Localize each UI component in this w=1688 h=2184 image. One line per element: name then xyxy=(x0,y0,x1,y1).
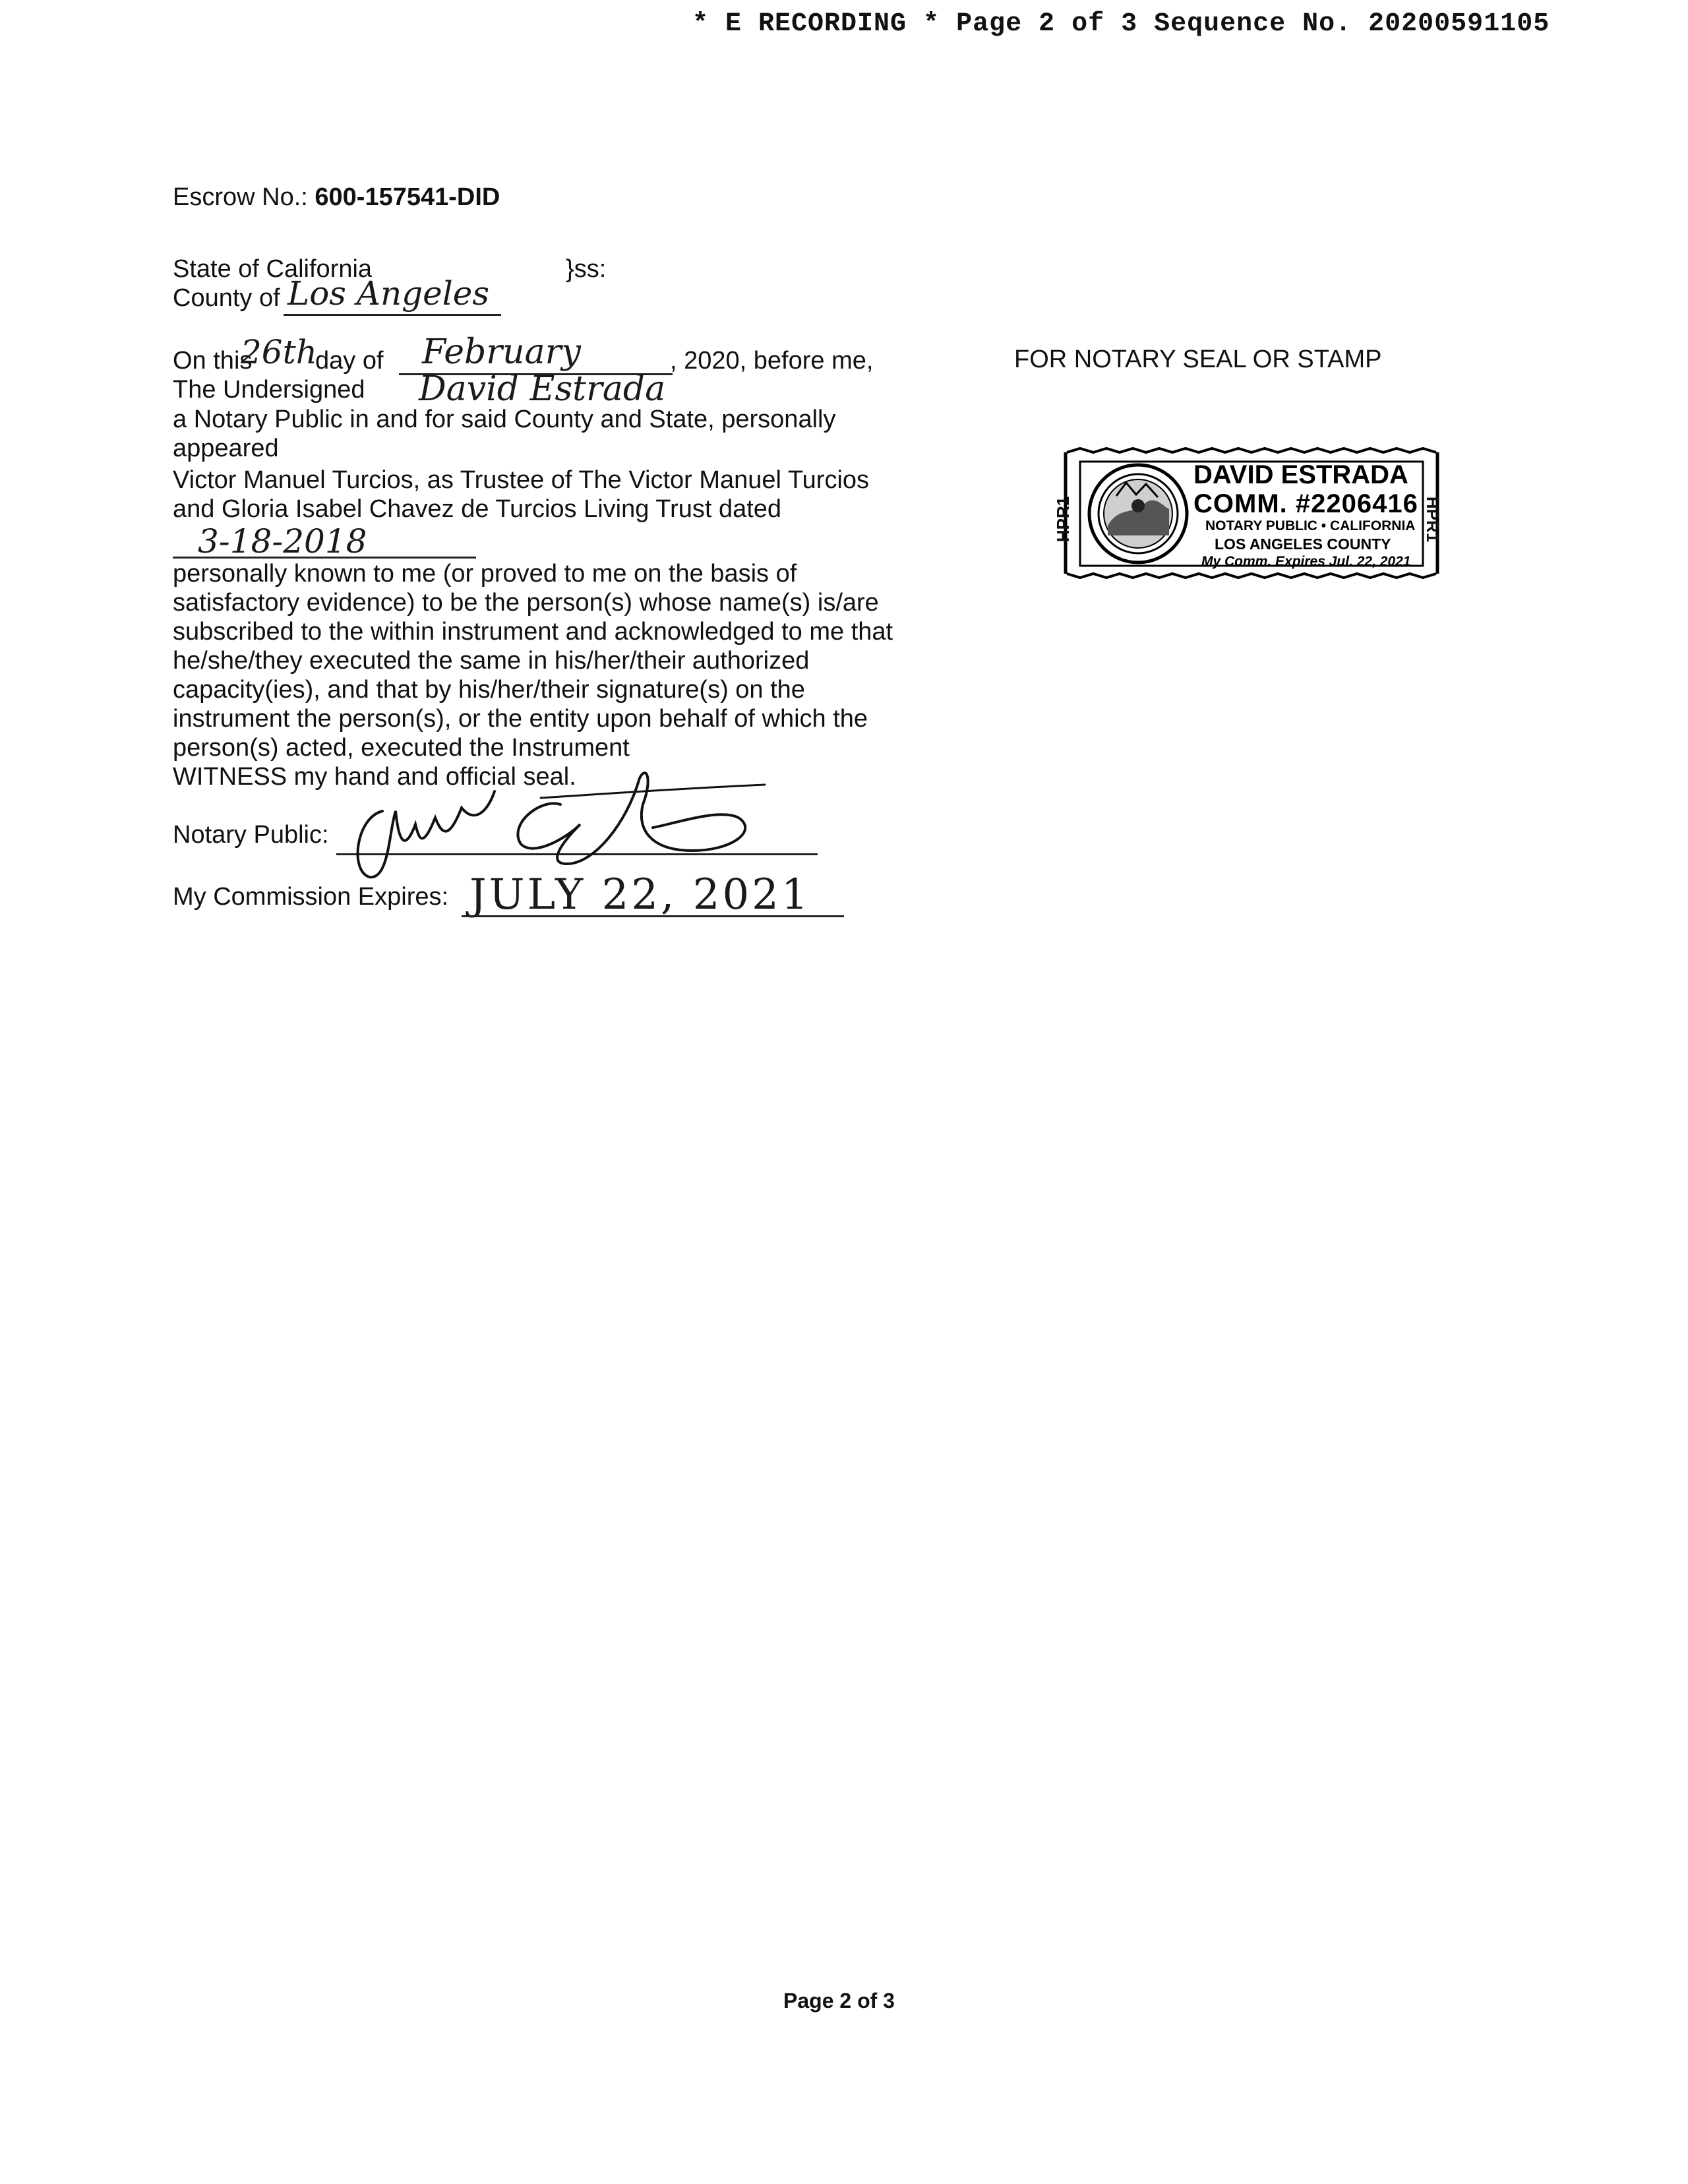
notary-name-handwritten: David Estrada xyxy=(419,369,666,409)
stamp-county: LOS ANGELES COUNTY xyxy=(1215,535,1391,553)
notary-stamp xyxy=(1054,443,1449,583)
state-line: State of California xyxy=(173,255,373,283)
stamp-side-mark-right: HPR1 xyxy=(1423,496,1443,543)
escrow-number-line xyxy=(173,183,500,212)
year-text: , 2020, before me, xyxy=(670,347,874,375)
undersigned-label: The Undersigned xyxy=(173,376,365,404)
acknowledgment-paragraph-line: capacity(ies), and that by his/her/their signature(s) on the xyxy=(173,676,805,704)
seal-caption: FOR NOTARY SEAL OR STAMP xyxy=(1014,346,1382,373)
appeared-label: appeared xyxy=(173,435,279,462)
notary-public-statement: a Notary Public in and for said County and State, personally xyxy=(173,406,836,433)
page-number-footer: Page 2 of 3 xyxy=(783,1989,895,2013)
day-handwritten: 26th xyxy=(241,333,317,371)
stamp-side-mark-left: HPR1 xyxy=(1053,496,1073,543)
trustee-line-2: and Gloria Isabel Chavez de Turcios Living Trust dated xyxy=(173,495,782,523)
commission-expires-label: My Commission Expires: xyxy=(173,883,449,911)
acknowledgment-paragraph-line: personally known to me (or proved to me on the basis of xyxy=(173,560,797,588)
stamp-expiration: My Comm. Expires Jul. 22, 2021 xyxy=(1201,554,1411,569)
state-seal-icon xyxy=(1089,465,1187,562)
escrow-label: Escrow No.: xyxy=(173,183,308,211)
on-this-label: On this xyxy=(173,347,253,375)
recording-header: * E RECORDING * Page 2 of 3 Sequence No. 20200591105 xyxy=(692,9,1550,39)
acknowledgment-paragraph-line: instrument the person(s), or the entity upon behalf of which the xyxy=(173,705,868,733)
notary-public-signature-label: Notary Public: xyxy=(173,821,329,849)
trust-date-handwritten: 3-18-2018 xyxy=(198,522,367,561)
witness-line: WITNESS my hand and official seal. xyxy=(173,763,576,791)
trust-date-underline xyxy=(173,557,476,559)
county-handwritten: Los Angeles xyxy=(287,274,490,313)
escrow-number: 600-157541-DID xyxy=(315,183,500,211)
month-handwritten: February xyxy=(422,332,581,372)
trustee-line-1: Victor Manuel Turcios, as Trustee of The Victor Manuel Turcios xyxy=(173,466,870,494)
ss-mark: }ss: xyxy=(566,255,607,283)
acknowledgment-paragraph-line: he/she/they executed the same in his/her/their authorized xyxy=(173,647,810,675)
county-underline xyxy=(284,314,501,316)
stamp-notary-name: DAVID ESTRADA xyxy=(1193,460,1408,489)
stamp-commission-number: COMM. #2206416 xyxy=(1193,489,1418,518)
acknowledgment-paragraph-line: satisfactory evidence) to be the person(s) whose name(s) is/are xyxy=(173,589,879,617)
notary-signature xyxy=(343,752,844,884)
commission-expires-underline xyxy=(462,915,844,917)
commission-expires-handwritten: JULY 22, 2021 xyxy=(469,870,811,919)
day-of-label: day of xyxy=(315,347,384,375)
county-label: County of xyxy=(173,284,280,312)
stamp-notary-title: NOTARY PUBLIC • CALIFORNIA xyxy=(1205,518,1416,533)
acknowledgment-paragraph-line: subscribed to the within instrument and acknowledged to me that xyxy=(173,618,893,646)
acknowledgment-paragraph-line: person(s) acted, executed the Instrument xyxy=(173,734,630,762)
